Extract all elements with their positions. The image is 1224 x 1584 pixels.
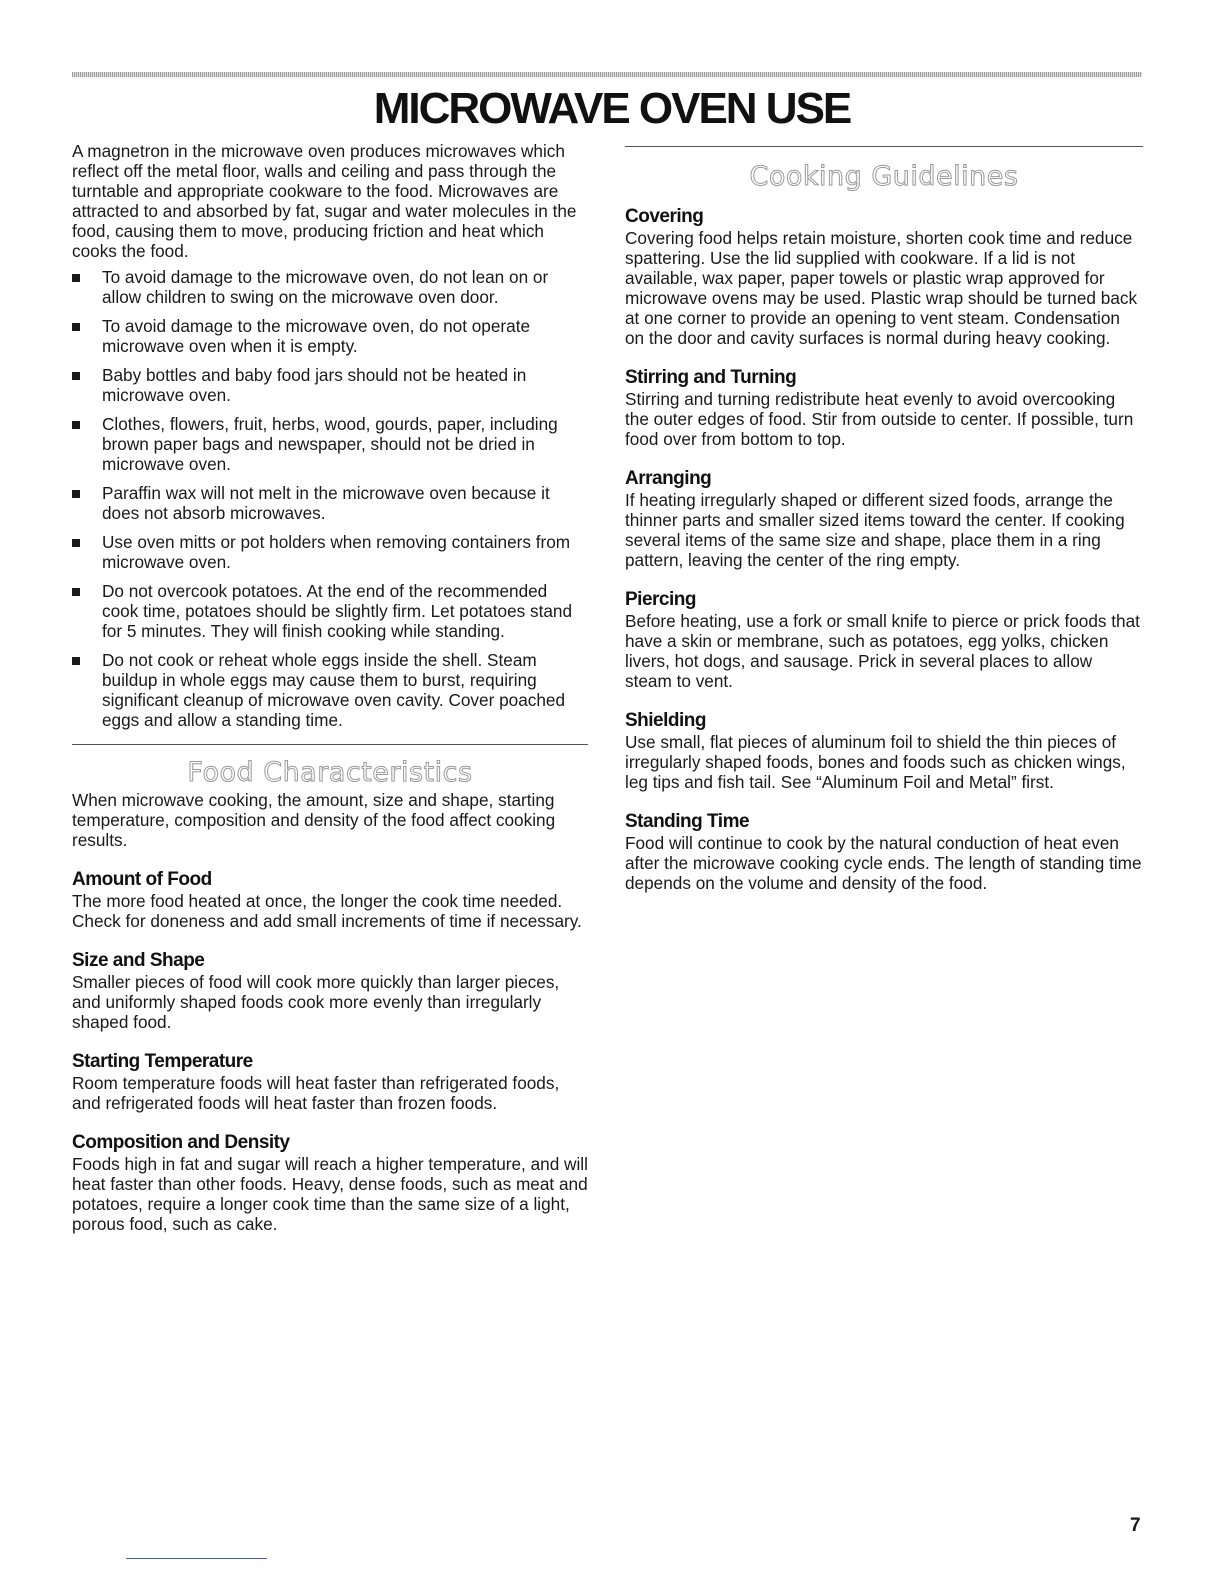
starting-temperature-section bbox=[72, 1051, 588, 1113]
standing-time-section bbox=[625, 811, 1143, 893]
section-subheading: Stirring and Turning bbox=[625, 367, 797, 388]
section-body: If heating irregularly shaped or different sized foods, arrange the thinner parts and smaller sized items toward the center. If cooking several items of the same size and shape, place them in a ring pattern, leaving the center of the ring empty. bbox=[625, 490, 1125, 570]
section-subheading: Standing Time bbox=[625, 811, 750, 832]
list-item: To avoid damage to the microwave oven, do not operate microwave oven when it is empty. bbox=[72, 316, 588, 356]
square-bullet-icon bbox=[72, 323, 80, 331]
intro-paragraph: A magnetron in the microwave oven produces microwaves which reflect off the metal floor, walls and ceiling and pass through the turntable and appropriate cookware to the food. Microwaves are attracted to and absorbed by fat, sugar and water molecules in the food, causing them to move, producing friction and heat which cooks the food. bbox=[72, 141, 577, 261]
left-column bbox=[72, 141, 588, 1253]
composition-and-density-section bbox=[72, 1132, 588, 1234]
section-body: Use small, flat pieces of aluminum foil to shield the thin pieces of irregularly shaped foods, bones and foods such as chicken wings, leg tips and fish tail. See “Aluminum Foil and Metal” first. bbox=[625, 732, 1126, 792]
top-decorative-rule bbox=[72, 72, 1142, 77]
section-body: The more food heated at once, the longer the cook time needed. Check for doneness and add small increments of time if necessary. bbox=[72, 891, 582, 931]
section-body: Stirring and turning redistribute heat evenly to avoid overcooking the outer edges of food. Stir from outside to center. If possible, turn food over from bottom to top. bbox=[625, 389, 1134, 449]
list-item: Do not cook or reheat whole eggs inside the shell. Steam buildup in whole eggs may cause them to burst, requiring significant cleanup of microwave oven cavity. Cover poached eggs and allow a standing time. bbox=[72, 650, 588, 730]
section-divider bbox=[625, 146, 1143, 147]
size-and-shape-section bbox=[72, 950, 588, 1032]
square-bullet-icon bbox=[72, 539, 80, 547]
section-subheading: Arranging bbox=[625, 468, 712, 489]
list-item: Do not overcook potatoes. At the end of the recommended cook time, potatoes should be slightly firm. Let potatoes stand for 5 minutes. They will finish cooking while standing. bbox=[72, 581, 588, 641]
section-subheading: Covering bbox=[625, 206, 704, 227]
square-bullet-icon bbox=[72, 274, 80, 282]
square-bullet-icon bbox=[72, 490, 80, 498]
section-body: Covering food helps retain moisture, shorten cook time and reduce spattering. Use the lid supplied with cookware. If a lid is not available, wax paper, paper towels or plastic wrap approved for microwave ovens may be used. Plastic wrap should be turned back at one corner to provide an opening to vent steam. Condensation on the door and cavity surfaces is normal during heavy cooking. bbox=[625, 228, 1138, 348]
food-characteristics-heading: Food Characteristics bbox=[187, 757, 473, 788]
section-subheading: Starting Temperature bbox=[72, 1051, 253, 1072]
shielding-section bbox=[625, 710, 1143, 792]
list-item: Baby bottles and baby food jars should not be heated in microwave oven. bbox=[72, 365, 588, 405]
page-title: MICROWAVE OVEN USE bbox=[373, 84, 851, 133]
food-characteristics-intro: When microwave cooking, the amount, size and shape, starting temperature, composition and density of the food affect cooking results. bbox=[72, 790, 556, 850]
square-bullet-icon bbox=[72, 657, 80, 665]
square-bullet-icon bbox=[72, 588, 80, 596]
section-body: Foods high in fat and sugar will reach a higher temperature, and will heat faster than other foods. Heavy, dense foods, such as meat and potatoes, require a longer cook time than the same size of a light, porous food, such as cake. bbox=[72, 1154, 588, 1234]
section-subheading: Shielding bbox=[625, 710, 706, 731]
right-column bbox=[625, 146, 1143, 912]
square-bullet-icon bbox=[72, 421, 80, 429]
list-item: Paraffin wax will not melt in the microwave oven because it does not absorb microwaves. bbox=[72, 483, 588, 523]
section-body: Before heating, use a fork or small knife to pierce or prick foods that have a skin or membrane, such as potatoes, egg yolks, chicken livers, hot dogs, and sausage. Prick in several places to allow steam to vent. bbox=[625, 611, 1140, 691]
page-number: 7 bbox=[1130, 1515, 1141, 1536]
section-subheading: Piercing bbox=[625, 589, 696, 610]
section-body: Food will continue to cook by the natural conduction of heat even after the microwave cooking cycle ends. The length of standing time depends on the volume and density of the food. bbox=[625, 833, 1142, 893]
amount-of-food-section bbox=[72, 869, 588, 931]
section-subheading: Amount of Food bbox=[72, 869, 212, 890]
stirring-and-turning-section bbox=[625, 367, 1143, 449]
section-subheading: Size and Shape bbox=[72, 950, 205, 971]
section-body: Room temperature foods will heat faster than refrigerated foods, and refrigerated foods will heat faster than frozen foods. bbox=[72, 1073, 560, 1113]
section-divider bbox=[72, 744, 588, 745]
section-body: Smaller pieces of food will cook more quickly than larger pieces, and uniformly shaped foods cook more evenly than irregularly shaped food. bbox=[72, 972, 560, 1032]
section-subheading: Composition and Density bbox=[72, 1132, 290, 1153]
list-item: To avoid damage to the microwave oven, do not lean on or allow children to swing on the microwave oven door. bbox=[72, 267, 588, 307]
cooking-guidelines-heading: Cooking Guidelines bbox=[749, 161, 1019, 192]
footer-link-underline[interactable] bbox=[126, 1558, 267, 1559]
list-item: Clothes, flowers, fruit, herbs, wood, gourds, paper, including brown paper bags and newspaper, should not be dried in microwave oven. bbox=[72, 414, 588, 474]
square-bullet-icon bbox=[72, 372, 80, 380]
arranging-section bbox=[625, 468, 1143, 570]
safety-bullet-list bbox=[72, 267, 588, 730]
piercing-section bbox=[625, 589, 1143, 691]
covering-section bbox=[625, 206, 1143, 348]
list-item: Use oven mitts or pot holders when removing containers from microwave oven. bbox=[72, 532, 588, 572]
